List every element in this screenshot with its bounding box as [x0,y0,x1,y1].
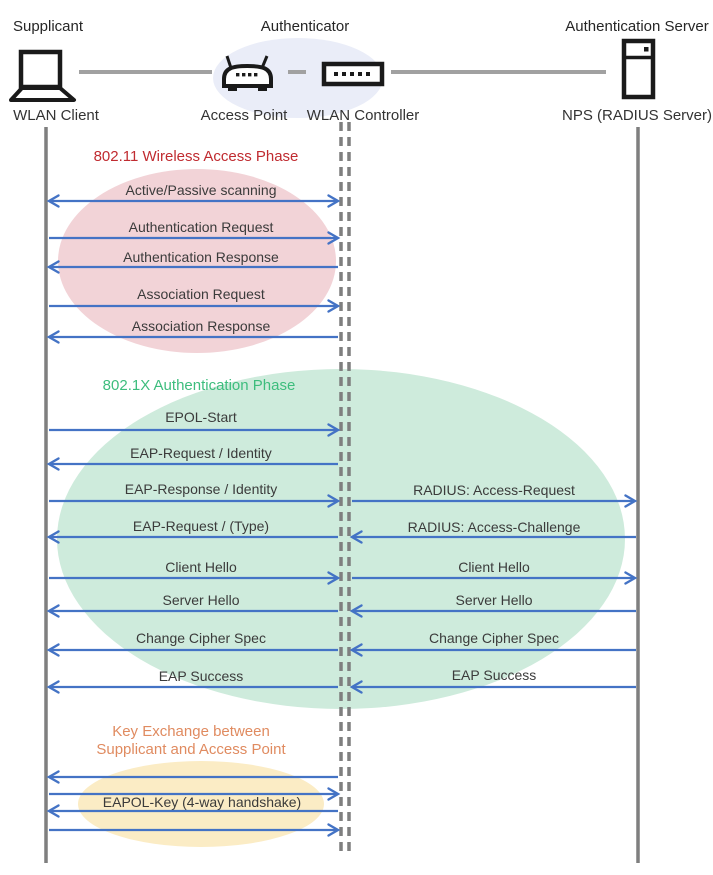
message-label: Client Hello [165,559,237,575]
message-label: Association Request [137,286,265,302]
device-label-wlan-client: WLAN Client [13,107,99,124]
wlan-controller-icon [324,64,382,84]
device-label-access-point: Access Point [200,107,288,124]
message-label: EAP Success [158,668,244,684]
message-label: Authentication Request [128,219,274,235]
phase2-ellipse [57,369,625,709]
message-label: Client Hello [458,559,530,575]
phase3-title-line2: Supplicant and Access Point [96,741,286,758]
message-label: Change Cipher Spec [429,630,559,646]
message-label: RADIUS: Access-Request [413,482,575,498]
device-label-nps-radius-server: NPS (RADIUS Server) [561,107,713,124]
message-label: Change Cipher Spec [136,630,266,646]
message-label: Association Response [131,318,271,334]
message-label: EAPOL-Key (4-way handshake) [102,794,302,810]
message-label: RADIUS: Access-Challenge [407,519,581,535]
message-label: Authentication Response [123,249,279,265]
phase1-title: 802.11 Wireless Access Phase [93,148,299,165]
message-label: EAP Success [451,667,537,683]
message-label: Active/Passive scanning [125,182,277,198]
message-label: EPOL-Start [165,409,237,425]
server-icon [624,41,653,97]
device-label-wlan-controller: WLAN Controller [306,107,420,124]
message-label: Server Hello [162,592,240,608]
role-label-authentication-server: Authentication Server [565,18,709,35]
role-label-supplicant: Supplicant [12,18,84,35]
message-label: EAP-Response / Identity [124,481,278,497]
laptop-icon [11,52,74,100]
message-label: EAP-Request / (Type) [132,518,270,534]
role-label-authenticator: Authenticator [260,18,350,35]
message-label: EAP-Request / Identity [130,445,272,461]
phase2-title: 802.1X Authentication Phase [102,377,296,394]
message-label: Server Hello [455,592,533,608]
phase3-title-line1: Key Exchange between [112,723,270,740]
